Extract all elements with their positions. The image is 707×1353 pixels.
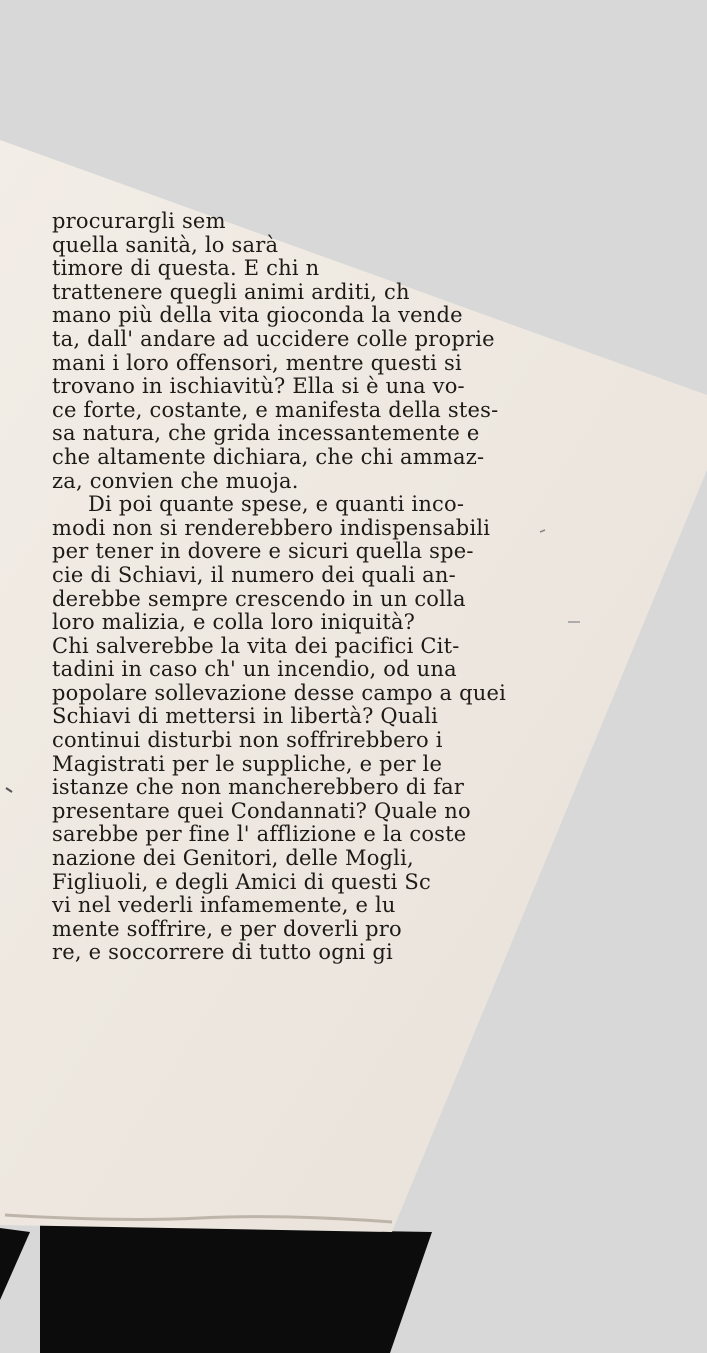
- page-text-block: [52, 210, 532, 965]
- text-line: trovano in ischiavitù? Ella si è una vo-: [52, 374, 465, 399]
- text-line: Magistrati per le suppliche, e per le: [52, 751, 443, 776]
- text-line: popolare sollevazione desse campo a quei: [52, 680, 507, 705]
- text-line: quella sanità, lo sarà: [52, 232, 279, 257]
- text-line: mente soffrire, e per doverli pro: [52, 916, 402, 941]
- text-line: timore di questa. E chi n: [52, 256, 320, 281]
- text-line: sarebbe per fine l' afflizione e la coste: [52, 822, 467, 847]
- text-line: cie di Schiavi, il numero dei quali an-: [52, 562, 456, 587]
- text-line: Figliuoli, e degli Amici di questi Sc: [52, 869, 431, 894]
- text-line: continui disturbi non soffrirebbero i: [52, 728, 443, 753]
- text-line: derebbe sempre crescendo in un colla: [52, 586, 466, 611]
- text-line: loro malizia, e colla loro iniquità?: [52, 610, 416, 635]
- page-shadow: [40, 1225, 432, 1353]
- text-line: modi non si renderebbero indispensabili: [52, 515, 491, 540]
- text-line: vi nel vederli infamemente, e lu: [52, 893, 396, 918]
- text-line: per tener in dovere e sicuri quella spe-: [52, 539, 474, 564]
- text-line: Chi salverebbe la vita dei pacifici Cit-: [52, 633, 460, 658]
- text-line: che altamente dichiara, che chi ammaz-: [52, 444, 485, 469]
- text-line: ce forte, costante, e manifesta della stes-: [52, 397, 499, 422]
- text-line: trattenere quegli animi arditi, ch: [52, 279, 410, 304]
- text-line: re, e soccorrere di tutto ogni gi: [52, 940, 393, 965]
- text-line: procurargli sem: [52, 209, 226, 233]
- text-line: sa natura, che grida incessantemente e: [52, 421, 480, 446]
- text-line: Di poi quante spese, e quanti inco-: [88, 492, 465, 517]
- page-shadow-edge: [0, 1228, 30, 1300]
- text-line: presentare quei Condannati? Quale no: [52, 798, 471, 823]
- text-line: istanze che non mancherebbero di far: [52, 775, 465, 800]
- text-line: Schiavi di mettersi in libertà? Quali: [52, 704, 439, 729]
- text-line: mano più della vita gioconda la vende: [52, 303, 463, 328]
- text-line: ta, dall' andare ad uccidere colle proprie: [52, 326, 495, 351]
- text-line: tadini in caso ch' un incendio, od una: [52, 657, 457, 682]
- text-line: za, convien che muoja.: [52, 468, 299, 493]
- text-line: mani i loro offensori, mentre questi si: [52, 350, 462, 375]
- text-line: nazione dei Genitori, delle Mogli,: [52, 846, 414, 871]
